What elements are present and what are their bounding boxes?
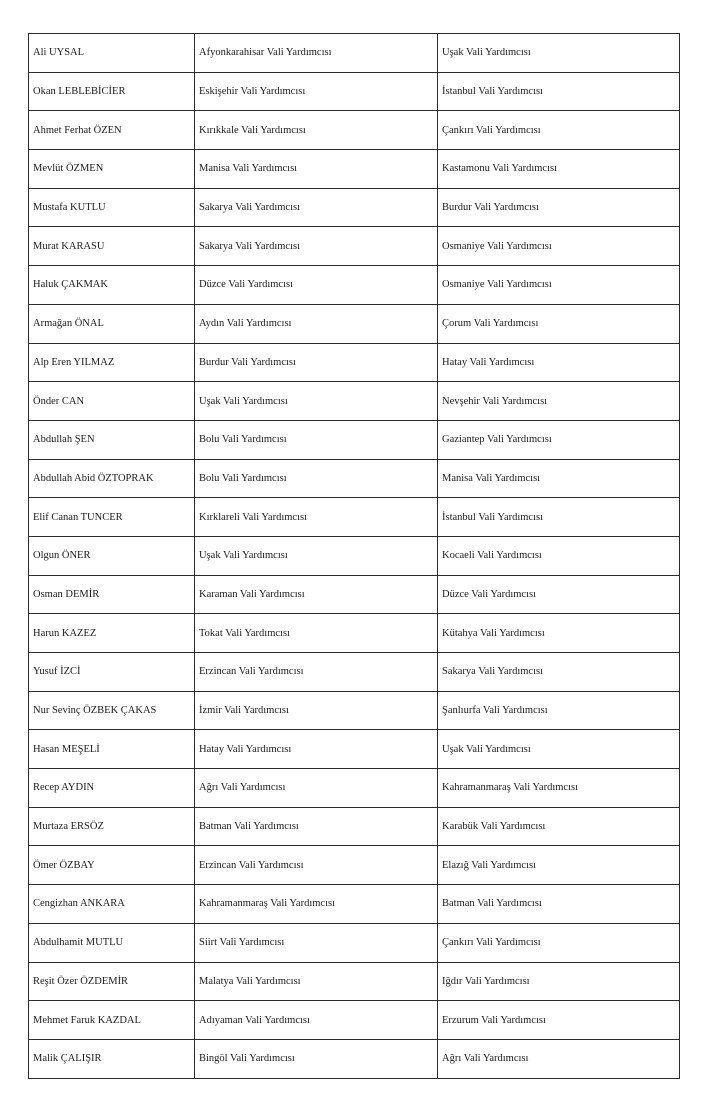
new-position-cell: Batman Vali Yardımcısı bbox=[438, 885, 680, 924]
official-name-cell: Ali UYSAL bbox=[29, 34, 195, 73]
current-position-cell: Karaman Vali Yardımcısı bbox=[195, 575, 438, 614]
table-row bbox=[29, 459, 680, 498]
table-row bbox=[29, 691, 680, 730]
new-position-cell: Kastamonu Vali Yardımcısı bbox=[438, 150, 680, 189]
table-row bbox=[29, 653, 680, 692]
new-position-cell: Çankırı Vali Yardımcısı bbox=[438, 111, 680, 150]
table-row bbox=[29, 227, 680, 266]
new-position-cell: Sakarya Vali Yardımcısı bbox=[438, 653, 680, 692]
new-position-cell: Manisa Vali Yardımcısı bbox=[438, 459, 680, 498]
official-name-cell: Mehmet Faruk KAZDAL bbox=[29, 1001, 195, 1040]
table-row bbox=[29, 150, 680, 189]
table-row bbox=[29, 807, 680, 846]
new-position-cell: Kütahya Vali Yardımcısı bbox=[438, 614, 680, 653]
official-name-cell: Elif Canan TUNCER bbox=[29, 498, 195, 537]
current-position-cell: Afyonkarahisar Vali Yardımcısı bbox=[195, 34, 438, 73]
new-position-cell: Ağrı Vali Yardımcısı bbox=[438, 1039, 680, 1078]
new-position-cell: Kahramanmaraş Vali Yardımcısı bbox=[438, 769, 680, 808]
current-position-cell: Burdur Vali Yardımcısı bbox=[195, 343, 438, 382]
current-position-cell: Tokat Vali Yardımcısı bbox=[195, 614, 438, 653]
new-position-cell: Burdur Vali Yardımcısı bbox=[438, 188, 680, 227]
new-position-cell: Osmaniye Vali Yardımcısı bbox=[438, 266, 680, 305]
current-position-cell: İzmir Vali Yardımcısı bbox=[195, 691, 438, 730]
table-row bbox=[29, 575, 680, 614]
official-name-cell: Cengizhan ANKARA bbox=[29, 885, 195, 924]
table-row bbox=[29, 1001, 680, 1040]
current-position-cell: Eskişehir Vali Yardımcısı bbox=[195, 72, 438, 111]
new-position-cell: Çorum Vali Yardımcısı bbox=[438, 304, 680, 343]
current-position-cell: Batman Vali Yardımcısı bbox=[195, 807, 438, 846]
table-row bbox=[29, 962, 680, 1001]
official-name-cell: Armağan ÖNAL bbox=[29, 304, 195, 343]
new-position-cell: Erzurum Vali Yardımcısı bbox=[438, 1001, 680, 1040]
official-name-cell: Recep AYDIN bbox=[29, 769, 195, 808]
appointment-table bbox=[28, 33, 680, 1079]
current-position-cell: Kırklareli Vali Yardımcısı bbox=[195, 498, 438, 537]
current-position-cell: Aydın Vali Yardımcısı bbox=[195, 304, 438, 343]
current-position-cell: Erzincan Vali Yardımcısı bbox=[195, 846, 438, 885]
official-name-cell: Yusuf İZCİ bbox=[29, 653, 195, 692]
current-position-cell: Siirt Vali Yardımcısı bbox=[195, 923, 438, 962]
current-position-cell: Bingöl Vali Yardımcısı bbox=[195, 1039, 438, 1078]
table-row bbox=[29, 343, 680, 382]
official-name-cell: Mustafa KUTLU bbox=[29, 188, 195, 227]
table-body bbox=[29, 34, 680, 1079]
current-position-cell: Adıyaman Vali Yardımcısı bbox=[195, 1001, 438, 1040]
current-position-cell: Düzce Vali Yardımcısı bbox=[195, 266, 438, 305]
official-name-cell: Murtaza ERSÖZ bbox=[29, 807, 195, 846]
current-position-cell: Ağrı Vali Yardımcısı bbox=[195, 769, 438, 808]
current-position-cell: Erzincan Vali Yardımcısı bbox=[195, 653, 438, 692]
table-row bbox=[29, 923, 680, 962]
table-row bbox=[29, 72, 680, 111]
current-position-cell: Bolu Vali Yardımcısı bbox=[195, 459, 438, 498]
current-position-cell: Sakarya Vali Yardımcısı bbox=[195, 227, 438, 266]
official-name-cell: Olgun ÖNER bbox=[29, 536, 195, 575]
official-name-cell: Haluk ÇAKMAK bbox=[29, 266, 195, 305]
new-position-cell: Uşak Vali Yardımcısı bbox=[438, 730, 680, 769]
table-row bbox=[29, 111, 680, 150]
table-row bbox=[29, 536, 680, 575]
table-row bbox=[29, 614, 680, 653]
new-position-cell: Gaziantep Vali Yardımcısı bbox=[438, 420, 680, 459]
new-position-cell: Şanlıurfa Vali Yardımcısı bbox=[438, 691, 680, 730]
new-position-cell: Elazığ Vali Yardımcısı bbox=[438, 846, 680, 885]
new-position-cell: İstanbul Vali Yardımcısı bbox=[438, 498, 680, 537]
official-name-cell: Nur Sevinç ÖZBEK ÇAKAS bbox=[29, 691, 195, 730]
current-position-cell: Manisa Vali Yardımcısı bbox=[195, 150, 438, 189]
new-position-cell: Çankırı Vali Yardımcısı bbox=[438, 923, 680, 962]
new-position-cell: Uşak Vali Yardımcısı bbox=[438, 34, 680, 73]
current-position-cell: Hatay Vali Yardımcısı bbox=[195, 730, 438, 769]
current-position-cell: Bolu Vali Yardımcısı bbox=[195, 420, 438, 459]
new-position-cell: Osmaniye Vali Yardımcısı bbox=[438, 227, 680, 266]
official-name-cell: Alp Eren YILMAZ bbox=[29, 343, 195, 382]
table-row bbox=[29, 1039, 680, 1078]
new-position-cell: Kocaeli Vali Yardımcısı bbox=[438, 536, 680, 575]
table-row bbox=[29, 769, 680, 808]
official-name-cell: Abdullah Abid ÖZTOPRAK bbox=[29, 459, 195, 498]
new-position-cell: Iğdır Vali Yardımcısı bbox=[438, 962, 680, 1001]
new-position-cell: Karabük Vali Yardımcısı bbox=[438, 807, 680, 846]
official-name-cell: Abdulhamit MUTLU bbox=[29, 923, 195, 962]
new-position-cell: Düzce Vali Yardımcısı bbox=[438, 575, 680, 614]
new-position-cell: Hatay Vali Yardımcısı bbox=[438, 343, 680, 382]
official-name-cell: Önder CAN bbox=[29, 382, 195, 421]
table-row bbox=[29, 382, 680, 421]
official-name-cell: Ömer ÖZBAY bbox=[29, 846, 195, 885]
current-position-cell: Kahramanmaraş Vali Yardımcısı bbox=[195, 885, 438, 924]
table-row bbox=[29, 304, 680, 343]
official-name-cell: Okan LEBLEBİCİER bbox=[29, 72, 195, 111]
current-position-cell: Malatya Vali Yardımcısı bbox=[195, 962, 438, 1001]
current-position-cell: Sakarya Vali Yardımcısı bbox=[195, 188, 438, 227]
table-row bbox=[29, 34, 680, 73]
official-name-cell: Harun KAZEZ bbox=[29, 614, 195, 653]
official-name-cell: Reşit Özer ÖZDEMİR bbox=[29, 962, 195, 1001]
current-position-cell: Uşak Vali Yardımcısı bbox=[195, 536, 438, 575]
new-position-cell: Nevşehir Vali Yardımcısı bbox=[438, 382, 680, 421]
official-name-cell: Murat KARASU bbox=[29, 227, 195, 266]
official-name-cell: Abdullah ŞEN bbox=[29, 420, 195, 459]
official-name-cell: Hasan MEŞELİ bbox=[29, 730, 195, 769]
new-position-cell: İstanbul Vali Yardımcısı bbox=[438, 72, 680, 111]
official-name-cell: Osman DEMİR bbox=[29, 575, 195, 614]
table-row bbox=[29, 885, 680, 924]
official-name-cell: Mevlüt ÖZMEN bbox=[29, 150, 195, 189]
official-name-cell: Malik ÇALIŞIR bbox=[29, 1039, 195, 1078]
current-position-cell: Kırıkkale Vali Yardımcısı bbox=[195, 111, 438, 150]
table-row bbox=[29, 498, 680, 537]
current-position-cell: Uşak Vali Yardımcısı bbox=[195, 382, 438, 421]
official-name-cell: Ahmet Ferhat ÖZEN bbox=[29, 111, 195, 150]
table-row bbox=[29, 846, 680, 885]
table-row bbox=[29, 188, 680, 227]
table-row bbox=[29, 420, 680, 459]
table-row bbox=[29, 266, 680, 305]
table-row bbox=[29, 730, 680, 769]
